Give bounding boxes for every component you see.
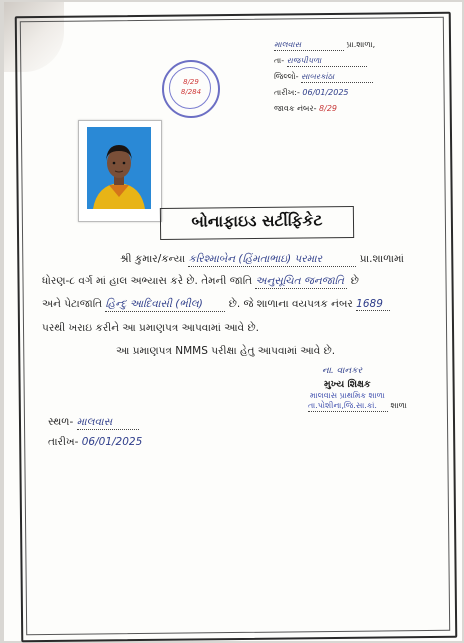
line1-suffix: પ્રા.શાળામાં: [359, 253, 404, 265]
school-round-stamp: [162, 60, 220, 118]
header-school-suffix: પ્રા.શાળા,: [346, 40, 376, 49]
body-line-2: [42, 275, 359, 289]
school-stamp-text: માલવાસ પ્રાથમિક શાળા: [310, 391, 385, 400]
address-suffix: શાળા: [390, 401, 407, 410]
student-photo-card: [78, 120, 162, 222]
title-box: [160, 206, 354, 240]
stamp-number-2: 8/284: [180, 88, 202, 96]
body-line-4: પરથી ખરાઇ કરીને આ પ્રમાણપત્ર આપવામાં આવે છે.: [42, 322, 259, 334]
header-date-value: 06/01/2025: [302, 88, 349, 97]
body-line-5: આ પ્રમાણપત્ર NMMS પરીક્ષા હેતુ આપવામાં આવે છે.: [116, 345, 336, 357]
taluka-value: રાજપીપળા: [287, 56, 367, 67]
header-district-line: [274, 72, 373, 83]
header-taluka-line: [274, 56, 367, 67]
footer-place-line: [48, 416, 139, 430]
district-value: સાબરકાંઠા: [301, 72, 373, 83]
outward-label: જાવક નંબર-: [274, 104, 317, 113]
subcaste-value: હિન્દુ આદિવાસી (ભીલ): [105, 298, 225, 312]
student-name: કરિશ્માબેન (હિંમતાભાઇ) પરમાર: [188, 253, 356, 267]
stamp-number-1: 8/29: [183, 78, 199, 86]
header-school-line: [274, 40, 375, 51]
student-photo: [87, 127, 151, 209]
certificate-sheet: [4, 2, 462, 641]
footer-date-value: 06/01/2025: [81, 436, 143, 448]
footer-date-label: તારીખ-: [48, 436, 79, 448]
line2-text: માં હાલ અભ્યાસ કરે છે. તેમની જાતિ: [95, 275, 253, 287]
line2-end: છે: [350, 275, 359, 287]
outward-number: 8/29: [319, 104, 337, 113]
header-outward-line: [274, 104, 337, 114]
place-label: સ્થળ-: [48, 416, 74, 428]
taluka-label: તા-: [274, 56, 285, 65]
student-portrait-image: [87, 127, 151, 209]
subcaste-label: અને પેટાજાતિ: [42, 298, 103, 310]
standard-text: ધોરણ-૮ વર્ગ: [42, 275, 93, 287]
district-label: જિલ્લો-: [274, 72, 299, 81]
header-date-label: તારીખ:-: [274, 88, 300, 97]
header-school-name: માલવાસ: [274, 40, 344, 51]
student-label: શ્રી કુમાર/કન્યા: [120, 253, 186, 265]
body-line-1: [120, 253, 404, 267]
address-stamp-line: [308, 401, 407, 412]
header-date-line: [274, 88, 349, 98]
line3-text: છે. જે શાળાના વયપત્રક નંબર: [228, 298, 353, 310]
head-signature: ના. વાનકર: [322, 366, 363, 376]
certificate-title: બોનાફાઇડ સર્ટીફિકેટ: [191, 211, 323, 231]
caste-value: અનુસૂચિત જનજાતિ: [255, 275, 347, 289]
footer-date-line: [48, 436, 142, 449]
body-line-3: [42, 298, 390, 312]
head-role: મુખ્ય શિક્ષક: [324, 379, 371, 390]
place-value: માલવાસ: [77, 416, 139, 430]
address-stamp: તા.પોશીના,જિ.સા.કાં.: [308, 401, 388, 412]
gr-number: 1689: [356, 298, 390, 311]
